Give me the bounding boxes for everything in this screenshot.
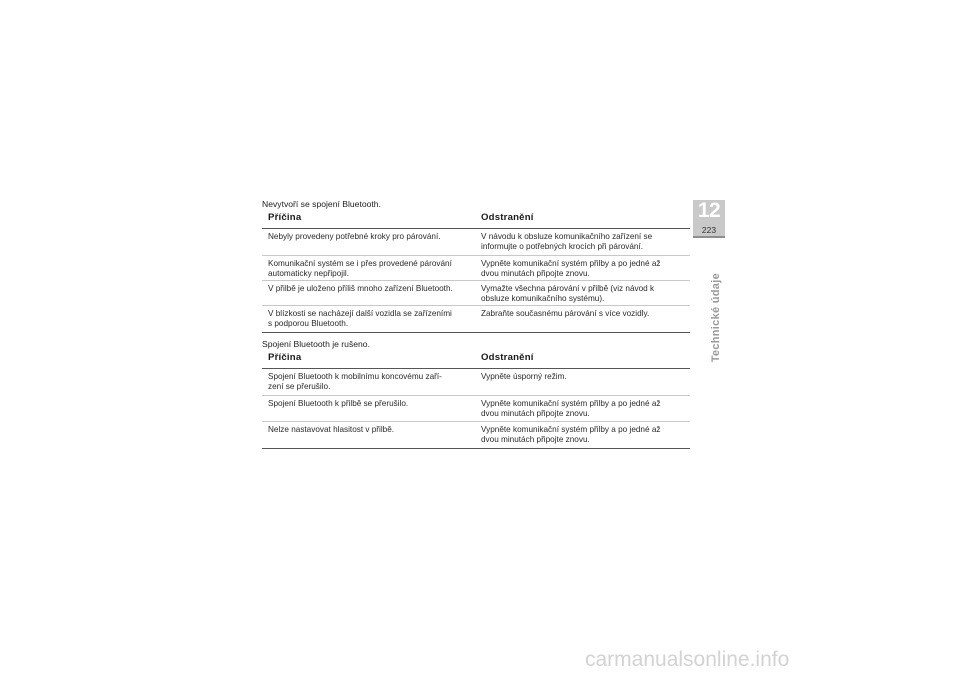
table-row [262,256,690,281]
table-row [262,281,690,306]
table-header [262,210,690,229]
header-cause: Příčina [268,212,302,223]
cause-cell: Komunikační systém se i přes provedené párování automaticky nepřipojil. [268,259,452,279]
remedy-cell: Vypněte komunikační systém přilby a po jedné až dvou minutách připojte znovu. [481,425,661,445]
remedy-cell: Vymažte všechna párování v přilbě (viz návod k obsluze komunikačního systému). [481,284,655,304]
cause-cell: V blízkosti se nacházejí další vozidla se zařízeními s podporou Bluetooth. [268,309,452,329]
header-remedy: Odstranění [481,212,534,223]
cause-cell: V přilbě je uloženo příliš mnoho zařízení Bluetooth. [268,284,453,293]
cause-cell: Nelze nastavovat hlasitost v přilbě. [268,425,395,434]
remedy-cell: Vypněte úsporný režim. [481,372,567,381]
table-header [262,350,690,369]
remedy-cell: V návodu k obsluze komunikačního zařízení se informujte o potřebných krocích při párování. [481,232,653,252]
table-row [262,422,690,449]
table-row [262,229,690,256]
remedy-cell: Vypněte komunikační systém přilby a po jedné až dvou minutách připojte znovu. [481,399,661,419]
chapter-tab [693,200,725,238]
page-number: 223 [701,225,717,235]
watermark: carmanualsonline.info [585,648,790,671]
table-row [262,396,690,422]
cause-cell: Spojení Bluetooth k mobilnímu koncovému zaří- zení se přerušilo. [268,372,442,392]
chapter-title: Technické údaje [710,273,722,363]
troubleshooting-table [262,350,690,449]
table-row [262,369,690,396]
cause-cell: Spojení Bluetooth k přilbě se přerušilo. [268,399,409,408]
chapter-number: 12 [697,199,721,222]
remedy-cell: Zabraňte současnému párování s více vozidly. [481,309,650,318]
header-remedy: Odstranění [481,352,534,363]
header-cause: Příčina [268,352,302,363]
remedy-cell: Vypněte komunikační systém přilby a po jedné až dvou minutách připojte znovu. [481,259,661,279]
section-title: Spojení Bluetooth je rušeno. [262,339,370,349]
table-row [262,306,690,333]
section-title: Nevytvoří se spojení Bluetooth. [262,199,381,209]
troubleshooting-table [262,210,690,333]
cause-cell: Nebyly provedeny potřebné kroky pro párování. [268,232,441,241]
